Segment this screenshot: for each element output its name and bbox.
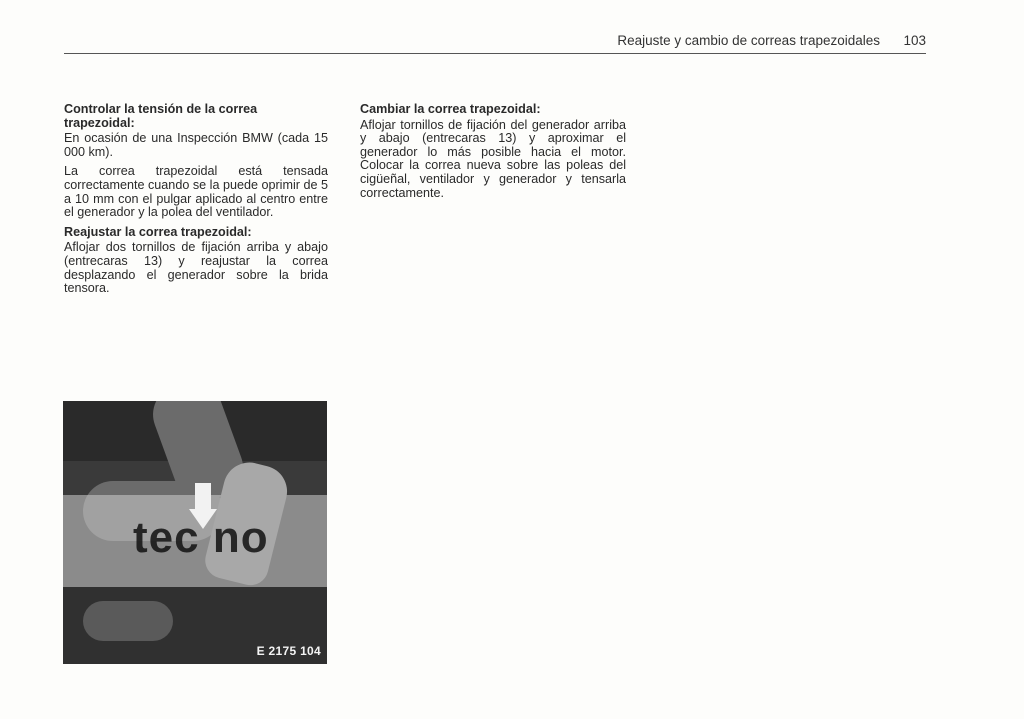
paragraph-replace: Aflojar tornillos de fijación del generador arriba y abajo (entrecaras 13) y aproximar el generador lo más posible hacia el motor. Colocar la correa nueva sobre las poleas del cigüeñal, ventilador y generador y tensarla correctamente. — [360, 117, 626, 200]
photo-engine-part — [83, 601, 173, 641]
figure-code: E 2175 104 — [256, 644, 321, 658]
header-rule — [64, 53, 926, 54]
right-column — [360, 103, 626, 206]
section-heading-readjust: Reajustar la correa trapezoidal: — [64, 224, 252, 239]
section-heading-control-tension: Controlar la tensión de la correa trapezoidal: — [64, 102, 258, 130]
page-number: 103 — [903, 33, 926, 48]
paragraph-tension-check: La correa trapezoidal está tensada correctamente cuando se la puede oprimir de 5 a 10 mm con el pulgar aplicado al centro entre el generador y la polea del ventilador. — [64, 164, 328, 220]
page-header — [64, 30, 926, 52]
paragraph-readjust: Aflojar dos tornillos de fijación arriba y abajo (entrecaras 13) y reajustar la correa desplazando el generador sobre la brida tensora. — [64, 240, 328, 296]
left-column — [64, 103, 328, 302]
photo-watermark-text: tec no — [133, 513, 269, 562]
section-heading-replace: Cambiar la correa trapezoidal: — [360, 102, 541, 116]
paragraph-inspection: En ocasión de una Inspección BMW (cada 15 000 km). — [64, 131, 328, 159]
engine-belt-photo — [63, 401, 327, 664]
running-title: Reajuste y cambio de correas trapezoidales — [617, 33, 880, 48]
